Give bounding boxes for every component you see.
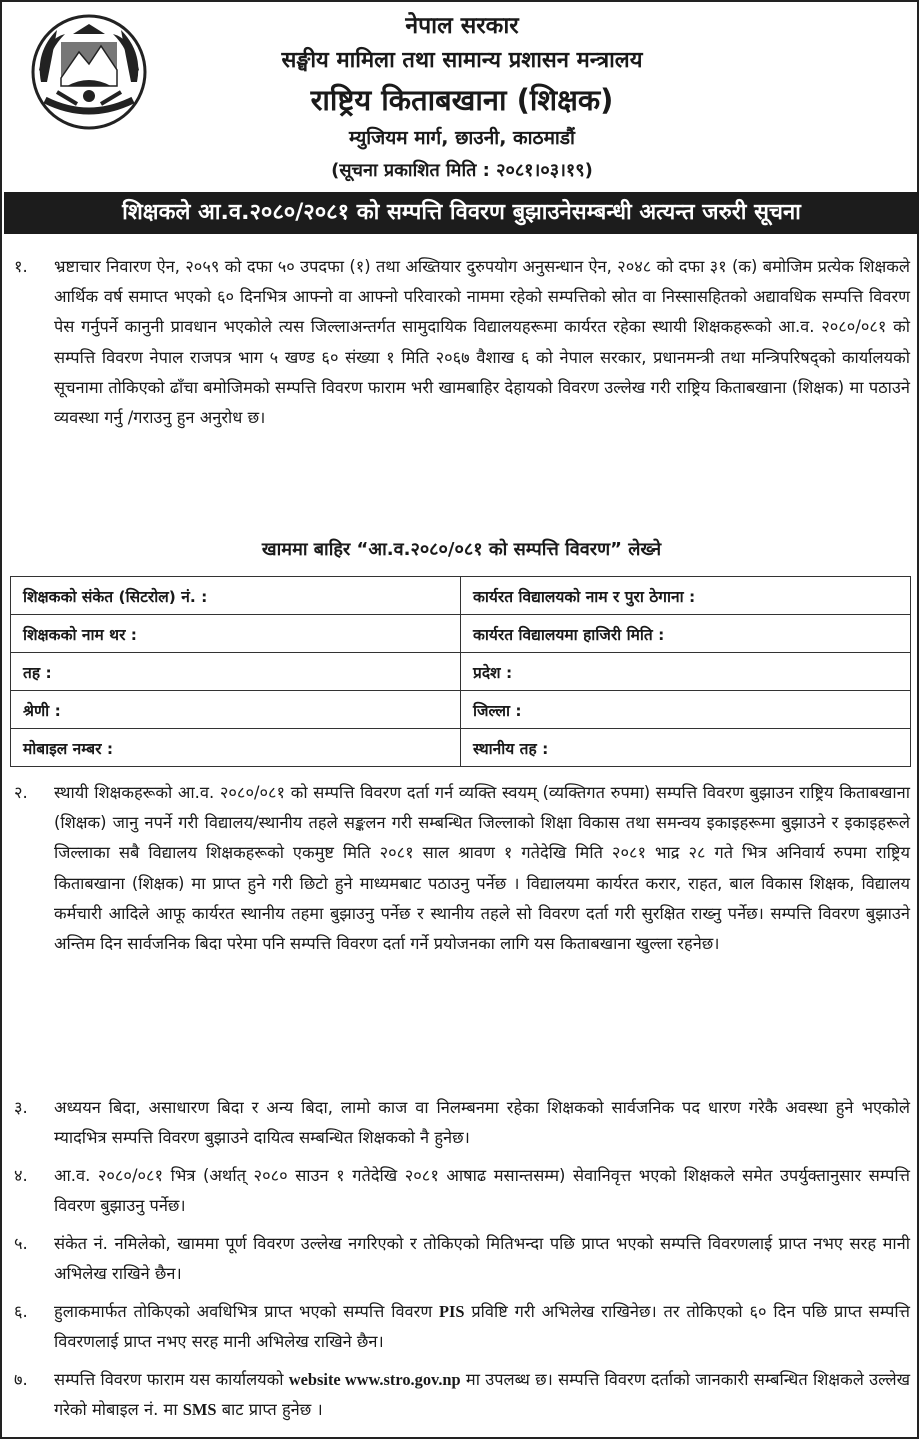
table-cell: कार्यरत विद्यालयमा हाजिरी मिति : (461, 615, 911, 653)
paragraph-number: ५. (14, 1234, 28, 1253)
table-cell: स्थानीय तह : (461, 729, 911, 767)
paragraph-6 (54, 1297, 910, 1357)
nepal-government-emblem-icon (27, 12, 151, 132)
paragraph-3: अध्ययन बिदा, असाधारण बिदा र अन्य बिदा, लामो काज वा निलम्बनमा रहेका शिक्षकको सार्वजनिक पद धारण गरेकै अवस्था हुने भएकोले म्यादभित्र सम्पत्ति विवरण बुझाउने दायित्व सम्बन्धित शिक्षकको नै हुनेछ। (54, 1098, 910, 1148)
office-address: म्युजियम मार्ग, छाउनी, काठमाडौं (349, 127, 575, 149)
paragraph-7 (54, 1365, 910, 1425)
paragraph-6-text: प्रविष्टि गरी अभिलेख राखिनेछ। तर तोकिएको ६० दिन पछि प्राप्त सम्पत्ति विवरणलाई प्राप्त नभए सरह मानी अभिलेख राखिने छैन। (54, 1302, 910, 1352)
table-cell: प्रदेश : (461, 653, 911, 691)
published-date: (सूचना प्रकाशित मिति : २०८१।०३।१९) (331, 160, 593, 181)
envelope-details-table (10, 576, 911, 767)
table-row (11, 577, 911, 615)
website-link[interactable]: website www.stro.gov.np (288, 1370, 461, 1389)
table-row (11, 615, 911, 653)
paragraph-7-text: सम्पत्ति विवरण फाराम यस कार्यालयको (54, 1370, 289, 1389)
table-row (11, 653, 911, 691)
table-cell: तह : (11, 653, 461, 691)
table-cell: कार्यरत विद्यालयको नाम र पुरा ठेगाना : (461, 577, 911, 615)
paragraph-number: १. (14, 257, 28, 276)
table-cell: मोबाइल नम्बर : (11, 729, 461, 767)
table-cell: जिल्ला : (461, 691, 911, 729)
ministry-name: सङ्घीय मामिला तथा सामान्य प्रशासन मन्त्रालय (281, 48, 643, 73)
paragraph-number: ३. (14, 1098, 28, 1117)
notice-title-banner: शिक्षकले आ.व.२०८०/२०८१ को सम्पत्ति विवरण बुझाउनेसम्बन्धी अत्यन्त जरुरी सूचना (4, 192, 919, 234)
office-name: राष्ट्रिय किताबखाना (शिक्षक) (310, 83, 614, 117)
paragraph-6-text: हुलाकमार्फत तोकिएको अवधिभित्र प्राप्त भएको सम्पत्ति विवरण (54, 1302, 440, 1321)
pis-term: PIS (439, 1302, 465, 1321)
table-cell: श्रेणी : (11, 691, 461, 729)
paragraph-5: संकेत नं. नमिलेको, खाममा पूर्ण विवरण उल्लेख नगरिएको र तोकिएको मितिभन्दा पछि प्राप्त भएको सम्पत्ति विवरणलाई प्राप्त नभए सरह मानी अभिलेख राखिने छैन। (54, 1234, 910, 1284)
paragraph-7-text: मा उपलब्ध छ। सम्पत्ति विवरण दर्ताको जानकारी सम्बन्धित शिक्षकले उल्लेख गरेको मोबाइल नं. मा (54, 1370, 910, 1420)
table-row (11, 729, 911, 767)
sms-term: SMS (182, 1400, 217, 1420)
paragraph-number: ४. (14, 1166, 28, 1185)
paragraph-7-text: बाट प्राप्त हुनेछ । (216, 1400, 323, 1420)
paragraph-number: ७. (14, 1370, 28, 1389)
government-name: नेपाल सरकार (405, 13, 519, 39)
paragraph-4: आ.व. २०८०/०८१ भित्र (अर्थात् २०८० साउन १ गतेदेखि २०८१ आषाढ मसान्तसम्म) सेवानिवृत्त भएको शिक्षकले समेत उपर्युक्तानुसार सम्पत्ति विवरण बुझाउनु पर्नेछ। (54, 1166, 910, 1216)
paragraph-number: २. (14, 783, 28, 802)
table-row (11, 691, 911, 729)
paragraph-2: स्थायी शिक्षकहरूको आ.व. २०८०/०८१ को सम्पत्ति विवरण दर्ता गर्न व्यक्ति स्वयम् (व्यक्तिगत रुपमा) सम्पत्ति विवरण बुझाउन राष्ट्रिय किताबखाना (शिक्षक) जानु नपर्ने गरी विद्यालय/स्थानीय तहले सङ्कलन गरी सम्बन्धित जिल्लाको शिक्षा विकास तथा समन्वय इकाइहरूमा बुझाउने र इकाइहरूले जिल्लाका सबै विद्यालय शिक्षकहरूको एकमुष्ट मिति २०८१ साल श्रावण १ गतेदेखि मिति २०८१ भाद्र २८ गते भित्र अनिवार्य रुपमा राष्ट्रिय किताबखाना (शिक्षक) मा प्राप्त हुने गरी छिटो हुने माध्यमबाट पठाउनु पर्नेछ । विद्यालयमा कार्यरत करार, राहत, बाल विकास शिक्षक, विद्यालय कर्मचारी आदिले आफू कार्यरत स्थानीय तहमा बुझाउनु पर्नेछ र स्थानीय तहले सो विवरण दर्ता गरी सुरक्षित राख्नु पर्नेछ। सम्पत्ति विवरण बुझाउने अन्तिम दिन सार्वजनिक बिदा परेमा पनि सम्पत्ति विवरण दर्ता गर्ने प्रयोजनका लागि यस किताबखाना खुल्ला रहनेछ। (54, 783, 910, 954)
paragraph-number: ६. (14, 1302, 28, 1321)
paragraph-1: भ्रष्टाचार निवारण ऐन, २०५९ को दफा ५० उपदफा (१) तथा अख्तियार दुरुपयोग अनुसन्धान ऐन, २०४८ को दफा ३१ (क) बमोजिम प्रत्येक शिक्षकले आर्थिक वर्ष समाप्त भएको ६० दिनभित्र आफ्नो वा आफ्नो परिवारको नाममा रहेको सम्पत्तिको स्रोत वा निस्सासहितको अद्यावधिक सम्पत्ति विवरण पेस गर्नुपर्ने कानुनी प्रावधान भएकोले त्यस जिल्लाअन्तर्गत सामुदायिक विद्यालयहरूमा कार्यरत रहेका स्थायी शिक्षकहरूको आ.व. २०८०/०८१ को सम्पत्ति विवरण नेपाल राजपत्र भाग ५ खण्ड ६० संख्या १ मिति २०६७ वैशाख ६ को नेपाल सरकार, प्रधानमन्त्री तथा मन्त्रिपरिषद्को कार्यालयको सूचनामा तोकिएको ढाँचा बमोजिमको सम्पत्ति विवरण फाराम भरी खामबाहिर देहायको विवरण उल्लेख गरी राष्ट्रिय किताबखाना (शिक्षक) मा पठाउने व्यवस्था गर्नु /गराउनु हुन अनुरोध छ। (54, 257, 910, 428)
envelope-heading: खाममा बाहिर “आ.व.२०८०/०८१ को सम्पत्ति विवरण” लेख्ने (261, 539, 662, 560)
table-cell: शिक्षकको नाम थर : (11, 615, 461, 653)
table-cell: शिक्षकको संकेत (सिटरोल) नं. : (11, 577, 461, 615)
